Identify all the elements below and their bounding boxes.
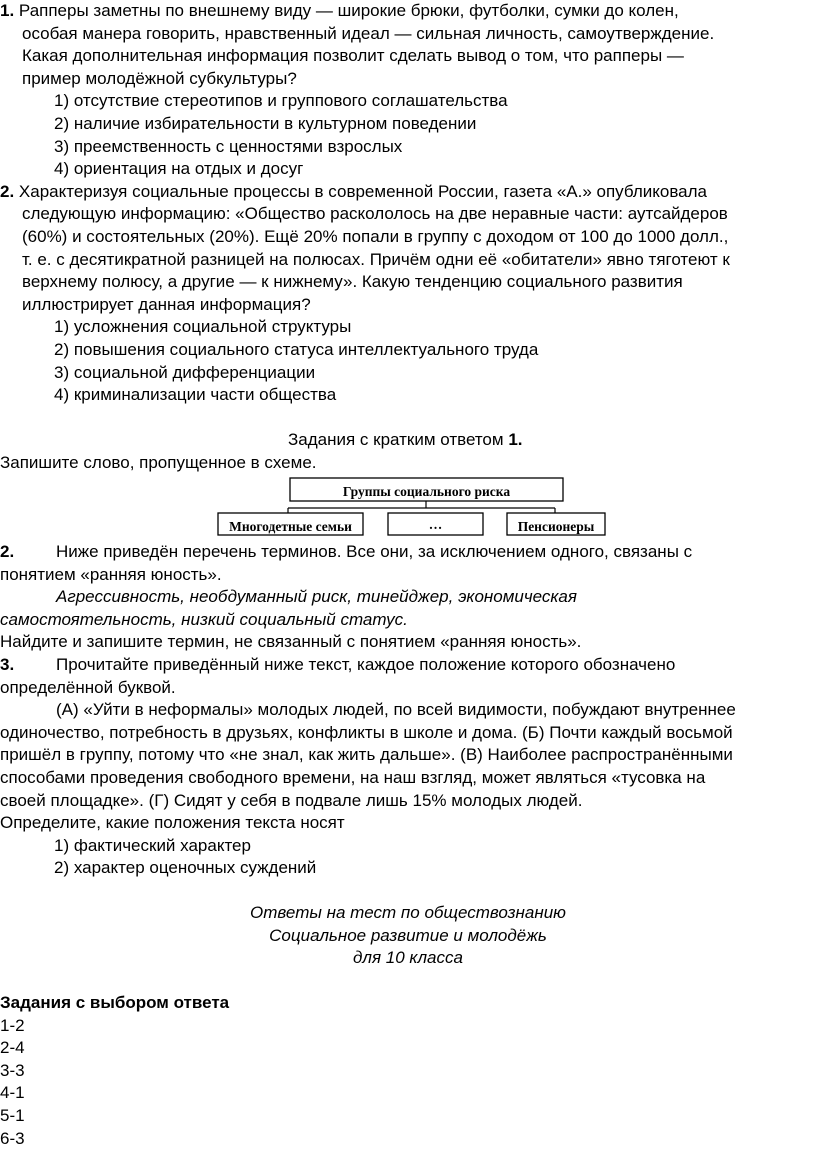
short-q3-option-1: 1) фактический характер <box>54 835 251 855</box>
short-q3-task: Определите, какие положения текста носят <box>0 813 345 833</box>
q1-option-4: 4) ориентация на отдых и досуг <box>54 159 304 179</box>
short-q2-terms-1: Агрессивность, необдуманный риск, тинейджер, экономическая <box>56 587 577 607</box>
q1-option-2: 2) наличие избирательности в культурном поведении <box>54 114 477 133</box>
short-q3-number: 3. <box>0 655 15 674</box>
answer-item-1: 1-2 <box>0 1015 25 1035</box>
q1-number: 1. <box>0 1 15 20</box>
q1-line-2: особая манера говорить, нравственный идеал — сильная личность, самоутверждение. <box>22 23 715 43</box>
answers-title-3: для 10 класса <box>353 948 463 968</box>
short-q3-text-4: способами проведения свободного времени, на наш взгляд, может являться «тусовка на <box>0 768 706 787</box>
q1-option-1: 1) отсутствие стереотипов и группового соглашательства <box>54 91 508 111</box>
answer-item-4: 4-1 <box>0 1083 25 1103</box>
scheme-right-box: Пенсионеры <box>517 519 595 534</box>
q2-line-1 <box>0 181 707 204</box>
short-q3-text-3: пришёл в группу, потому что «не знал, как жить дальше». (В) Наиболее распространёнными <box>0 745 733 765</box>
short-q2-line-1: Ниже приведён перечень терминов. Все они, за исключением одного, связаны с <box>56 542 693 561</box>
short-q3-line-1: Прочитайте приведённый ниже текст, каждое положение которого обозначено <box>56 655 676 674</box>
answer-item-5: 5-1 <box>0 1106 25 1125</box>
answer-item-2: 2-4 <box>0 1038 25 1058</box>
q2-option-2: 2) повышения социального статуса интеллектуального труда <box>54 340 539 359</box>
q1-text: Рапперы заметны по внешнему виду — широкие брюки, футболки, сумки до колен, <box>18 1 679 20</box>
scheme-missing-box: … <box>428 517 443 532</box>
short-q1-instruction: Запишите слово, пропущенное в схеме. <box>0 453 317 472</box>
short-q3-line-2: определённой буквой. <box>0 677 176 697</box>
q2-option-4: 4) криминализации части общества <box>54 385 337 405</box>
answers-title-2: Социальное развитие и молодёжь <box>269 925 547 945</box>
risk-groups-scheme <box>0 477 816 537</box>
q1-line-1 <box>0 0 679 23</box>
q2-line-4: т. е. с десятикратной разницей на полюсах. Причём одни её «обитатели» явно тяготеют к <box>22 249 730 269</box>
q1-line-4: пример молодёжной субкультуры? <box>22 68 297 88</box>
short-q2-task: Найдите и запишите термин, не связанный с понятием «ранняя юность». <box>0 632 582 652</box>
short-answer-heading: Задания с кратким ответом 1. <box>288 430 523 449</box>
scheme-left-box: Многодетные семьи <box>229 519 352 534</box>
short-q3-option-2: 2) характер оценочных суждений <box>54 858 317 878</box>
q2-line-5: верхнему полюсу, а другие — к нижнему». Какую тенденцию социального развития <box>22 272 683 292</box>
scheme-top-box: Группы социального риска <box>342 484 511 499</box>
q2-line-3: (60%) и состоятельных (20%). Ещё 20% попали в группу с доходом от 100 до 1000 долл., <box>22 227 729 246</box>
answer-item-6: 6-3 <box>0 1128 25 1148</box>
short-q2-number: 2. <box>0 542 15 561</box>
q2-number: 2. <box>0 181 15 201</box>
short-q2-line-2: понятием «ранняя юность». <box>0 564 222 584</box>
q2-option-3: 3) социальной дифференциации <box>54 362 316 382</box>
short-q3-text-5: своей площадке». (Г) Сидят у себя в подвале лишь 15% молодых людей. <box>0 790 583 810</box>
answers-section-heading: Задания с выбором ответа <box>0 993 230 1012</box>
short-q3-text-2: одиночество, потребность в друзьях, конфликты в школе и дома. (Б) Почти каждый восьмой <box>0 722 733 742</box>
q1-option-3: 3) преемственность с ценностями взрослых <box>54 136 403 156</box>
answers-title-1: Ответы на тест по обществознанию <box>250 903 566 922</box>
short-q3-text-1: (А) «Уйти в неформалы» молодых людей, по всей видимости, побуждают внутреннее <box>56 700 736 720</box>
q2-line-6: иллюстрирует данная информация? <box>22 294 311 314</box>
q2-text: Характеризуя социальные процессы в современной России, газета «А.» опубликовала <box>18 181 708 201</box>
q1-line-3: Какая дополнительная информация позволит сделать вывод о том, что рапперы — <box>22 46 684 66</box>
q2-line-2: следующую информацию: «Общество раскололось на две неравные части: аутсайдеров <box>22 204 728 224</box>
answer-item-3: 3-3 <box>0 1060 25 1080</box>
q2-option-1: 1) усложнения социальной структуры <box>54 317 352 337</box>
short-q2-terms-2: самостоятельность, низкий социальный статус. <box>0 609 408 629</box>
